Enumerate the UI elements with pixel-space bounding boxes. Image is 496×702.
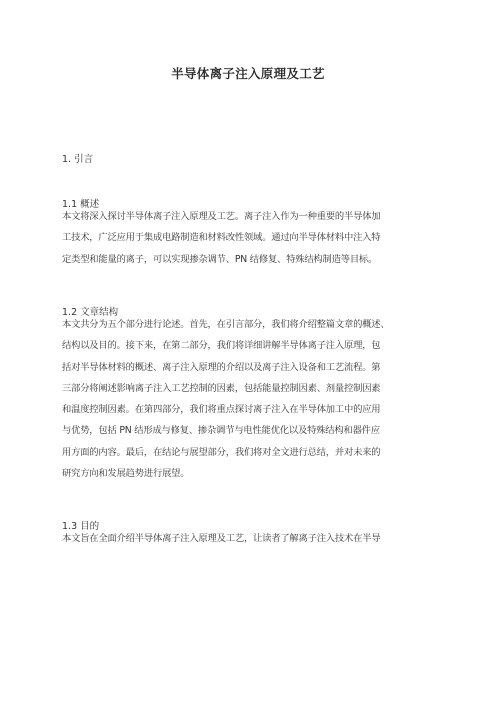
paragraph-purpose xyxy=(62,528,434,549)
paragraph-line: 用方面的内容。最后，在结论与展望部分，我们将对全文进行总结，并对未来的 xyxy=(62,446,381,458)
heading-purpose: 1.3 目的 xyxy=(62,521,100,532)
heading-introduction: 1. 引言 xyxy=(62,154,94,165)
heading-structure: 1.2 文章结构 xyxy=(62,307,119,318)
paragraph-line: 工技术，广泛应用于集成电路制造和材料改性领域。通过向半导体材料中注入特 xyxy=(62,232,381,244)
paragraph-line: 本文将深入探讨半导体离子注入原理及工艺。离子注入作为一种重要的半导体加 xyxy=(62,211,381,222)
paragraph-line: 括对半导体材料的概述、离子注入原理的介绍以及离子注入设备和工艺流程。第 xyxy=(62,361,381,373)
paragraph-line: 本文共分为五个部分进行论述。首先，在引言部分，我们将介绍整篇文章的概述、 xyxy=(62,319,390,330)
paragraph-overview xyxy=(62,206,434,270)
paragraph-structure xyxy=(62,314,434,484)
paragraph-line: 与优势，包括 PN 结形成与修复、掺杂调节与电性能优化以及特殊结构和器件应 xyxy=(62,425,380,437)
paragraph-line: 三部分将阐述影响离子注入工艺控制的因素，包括能量控制因素、剂量控制因素 xyxy=(62,382,381,394)
heading-overview: 1.1 概述 xyxy=(62,199,100,210)
paragraph-line: 定类型和能量的离子，可以实现掺杂调节、PN 结修复、特殊结构制造等目标。 xyxy=(62,253,378,265)
paragraph-line: 研究方向和发展趋势进行展望。 xyxy=(62,468,190,480)
paragraph-line: 结构以及目的。接下来，在第二部分，我们将详细讲解半导体离子注入原理，包 xyxy=(62,340,381,352)
document-title: 半导体离子注入原理及工艺 xyxy=(171,66,325,81)
paragraph-line: 本文旨在全面介绍半导体离子注入原理及工艺，让读者了解离子注入技术在半导 xyxy=(62,533,381,544)
paragraph-line: 和温度控制因素。在第四部分，我们将重点探讨离子注入在半导体加工中的应用 xyxy=(62,404,381,416)
